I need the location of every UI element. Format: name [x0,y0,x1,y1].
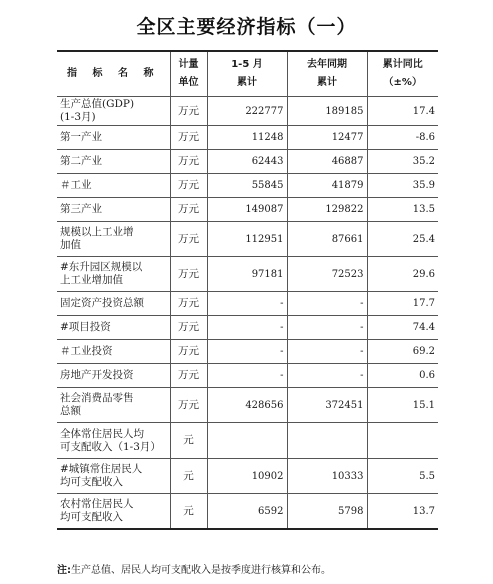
table-row [57,257,438,292]
table-row [57,316,438,340]
current-cumulative-cell: 6592 [207,494,287,530]
indicator-name-cell: 社会消费品零售 总额 [57,388,170,423]
table-row [57,292,438,316]
table-row [57,494,438,530]
indicator-name-cell: ＃工业 [57,174,170,198]
unit-cell: 万元 [170,364,207,388]
yoy-change-cell: 17.4 [367,97,438,126]
unit-cell: 万元 [170,340,207,364]
yoy-change-cell: 74.4 [367,316,438,340]
yoy-change-cell: 0.6 [367,364,438,388]
indicator-name-cell: 全体常住居民人均 可支配收入（1-3月） [57,423,170,459]
unit-cell: 万元 [170,222,207,257]
previous-cumulative-cell: 189185 [287,97,367,126]
unit-cell: 万元 [170,126,207,150]
previous-cumulative-cell [287,423,367,459]
header-unit: 计量 单位 [170,51,207,97]
current-cumulative-cell: - [207,316,287,340]
table-row [57,150,438,174]
previous-cumulative-cell: 372451 [287,388,367,423]
current-cumulative-cell: - [207,340,287,364]
previous-cumulative-cell: 12477 [287,126,367,150]
previous-cumulative-cell: 5798 [287,494,367,530]
yoy-change-cell: 69.2 [367,340,438,364]
previous-cumulative-cell: 87661 [287,222,367,257]
indicator-name-cell: 农村常住居民人 均可支配收入 [57,494,170,530]
header-yoy-change: 累计同比 （±%） [367,51,438,97]
unit-cell: 万元 [170,257,207,292]
unit-cell: 万元 [170,316,207,340]
current-cumulative-cell: 428656 [207,388,287,423]
yoy-change-cell: 15.1 [367,388,438,423]
previous-cumulative-cell: - [287,292,367,316]
yoy-change-cell: 17.7 [367,292,438,316]
yoy-change-cell: 35.9 [367,174,438,198]
indicator-name-cell: ＃工业投资 [57,340,170,364]
current-cumulative-cell: 112951 [207,222,287,257]
current-cumulative-cell: 222777 [207,97,287,126]
previous-cumulative-cell: - [287,364,367,388]
indicator-name-cell: 规模以上工业增 加值 [57,222,170,257]
current-cumulative-cell: 10902 [207,459,287,494]
unit-cell: 元 [170,423,207,459]
current-cumulative-cell: 55845 [207,174,287,198]
table-row [57,459,438,494]
header-previous-cumulative: 去年同期 累计 [287,51,367,97]
indicator-name-cell: 固定资产投资总额 [57,292,170,316]
table-row [57,423,438,459]
previous-cumulative-cell: - [287,316,367,340]
table-row [57,364,438,388]
unit-cell: 万元 [170,292,207,316]
table-row [57,97,438,126]
indicator-name-cell: 生产总值(GDP) (1-3月) [57,97,170,126]
table-row [57,222,438,257]
header-indicator-name: 指 标 名 称 [57,51,170,97]
footnote-label: 注: [57,565,71,576]
previous-cumulative-cell: 10333 [287,459,367,494]
indicators-table [57,50,438,530]
yoy-change-cell: -8.6 [367,126,438,150]
table-row [57,388,438,423]
previous-cumulative-cell: 129822 [287,198,367,222]
footnote-text: 生产总值、居民人均可支配收入是按季度进行核算和公布。 [71,565,331,576]
current-cumulative-cell: 149087 [207,198,287,222]
table-row [57,126,438,150]
current-cumulative-cell: - [207,364,287,388]
yoy-change-cell: 25.4 [367,222,438,257]
previous-cumulative-cell: 46887 [287,150,367,174]
previous-cumulative-cell: - [287,340,367,364]
footnote [57,561,331,576]
indicator-name-cell: 房地产开发投资 [57,364,170,388]
indicator-name-cell: #东升园区规模以 上工业增加值 [57,257,170,292]
indicator-name-cell: #项目投资 [57,316,170,340]
previous-cumulative-cell: 41879 [287,174,367,198]
unit-cell: 万元 [170,198,207,222]
page-title: 全区主要经济指标（一） [136,16,357,38]
yoy-change-cell [367,423,438,459]
previous-cumulative-cell: 72523 [287,257,367,292]
unit-cell: 元 [170,494,207,530]
table-row [57,174,438,198]
yoy-change-cell: 5.5 [367,459,438,494]
table-header-row [57,51,438,97]
yoy-change-cell: 13.5 [367,198,438,222]
current-cumulative-cell: - [207,292,287,316]
current-cumulative-cell: 11248 [207,126,287,150]
unit-cell: 万元 [170,388,207,423]
indicator-name-cell: 第二产业 [57,150,170,174]
yoy-change-cell: 29.6 [367,257,438,292]
indicator-name-cell: #城镇常住居民人 均可支配收入 [57,459,170,494]
yoy-change-cell: 13.7 [367,494,438,530]
unit-cell: 万元 [170,150,207,174]
indicator-name-cell: 第一产业 [57,126,170,150]
table-row [57,198,438,222]
current-cumulative-cell: 62443 [207,150,287,174]
current-cumulative-cell [207,423,287,459]
unit-cell: 万元 [170,174,207,198]
table-row [57,340,438,364]
indicator-name-cell: 第三产业 [57,198,170,222]
yoy-change-cell: 35.2 [367,150,438,174]
header-current-cumulative: 1-5 月 累计 [207,51,287,97]
unit-cell: 万元 [170,97,207,126]
current-cumulative-cell: 97181 [207,257,287,292]
unit-cell: 元 [170,459,207,494]
